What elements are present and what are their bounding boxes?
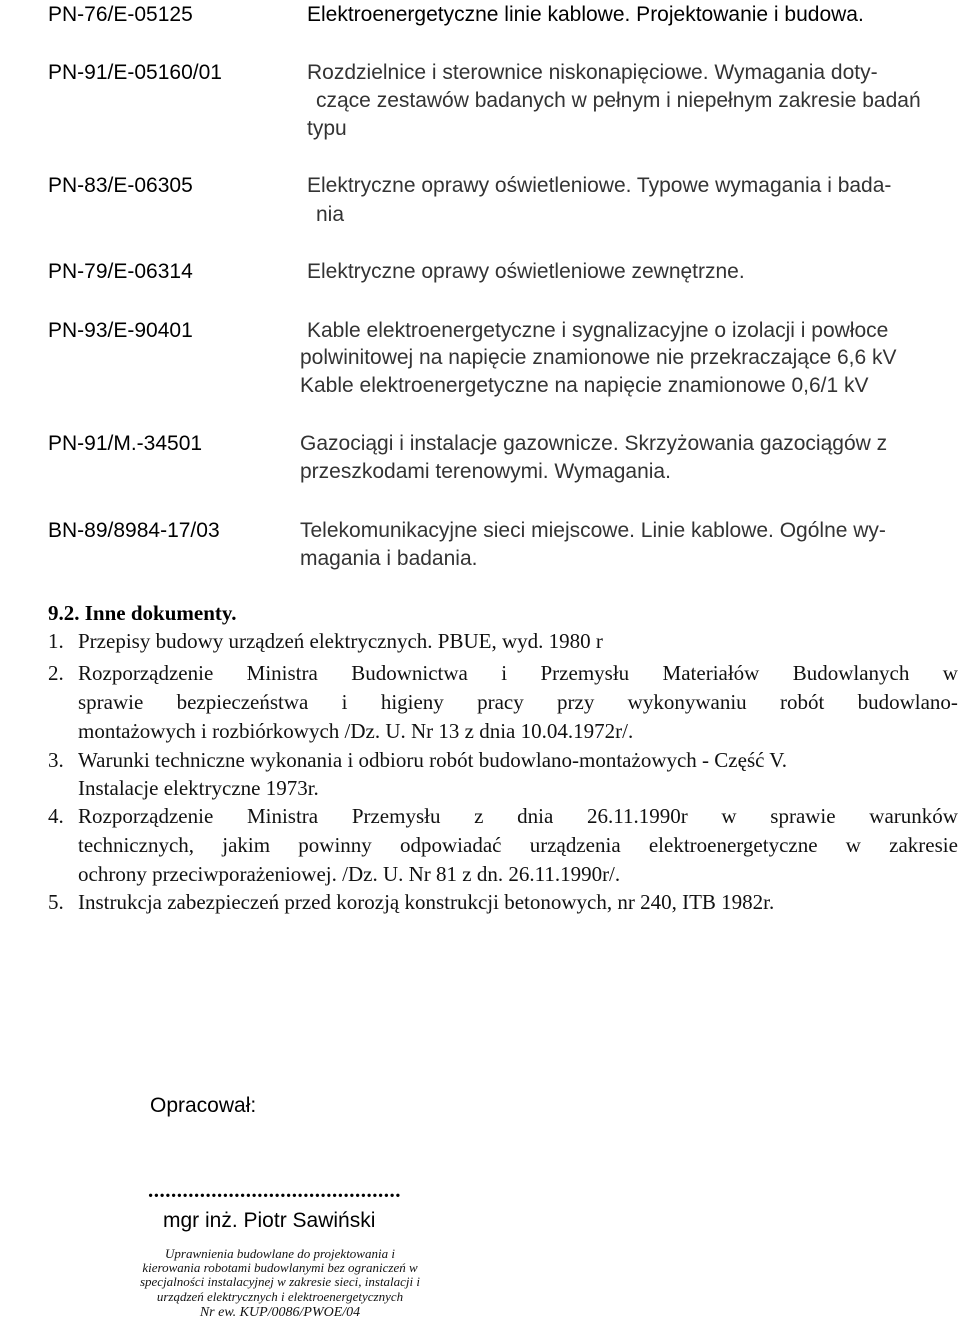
list-number: 1. bbox=[48, 629, 64, 653]
standard-description: polwinitowej na napięcie znamionowe nie przekraczające 6,6 kV bbox=[300, 346, 897, 369]
list-number: 2. bbox=[48, 661, 64, 685]
standard-code: PN-83/E-06305 bbox=[48, 174, 193, 197]
signature-line: ............................................ bbox=[148, 1178, 401, 1202]
standard-description: nia bbox=[316, 203, 345, 226]
standard-description: Telekomunikacyjne sieci miejscowe. Linie kablowe. Ogólne wy- bbox=[300, 519, 886, 542]
list-item-text: Instalacje elektryczne 1973r. bbox=[78, 776, 319, 800]
prepared-by-label: Opracował: bbox=[150, 1094, 257, 1117]
standard-description: Kable elektroenergetyczne na napięcie znamionowe 0,6/1 kV bbox=[300, 374, 869, 397]
standard-description: Kable elektroenergetyczne i sygnalizacyjne o izolacji i powłoce bbox=[307, 319, 889, 342]
qualification-note: specjalności instalacyjnej w zakresie sieci, instalacji i bbox=[139, 1274, 421, 1289]
standard-description: Elektroenergetyczne linie kablowe. Projektowanie i budowa. bbox=[307, 3, 864, 26]
signatory-name: mgr inż. Piotr Sawiński bbox=[163, 1209, 376, 1232]
list-number: 4. bbox=[48, 804, 64, 828]
list-item-text: sprawie bezpieczeństwa i higieny pracy przy wykonywaniu robót budowlano- bbox=[78, 690, 958, 714]
list-item-text: Rozporządzenie Ministra Przemysłu z dnia 26.11.1990r w sprawie warunków bbox=[78, 804, 958, 828]
standard-code: PN-91/M.-34501 bbox=[48, 432, 203, 455]
section-heading: 9.2. Inne dokumenty. bbox=[48, 601, 237, 625]
qualification-note: urządzeń elektrycznych i elektroenergetycznych bbox=[156, 1289, 404, 1304]
list-item-text: Przepisy budowy urządzeń elektrycznych. PBUE, wyd. 1980 r bbox=[78, 629, 603, 653]
list-item-text: technicznych, jakim powinny odpowiadać urządzenia elektroenergetyczne w zakresie bbox=[78, 833, 958, 857]
standard-description: Elektryczne oprawy oświetleniowe zewnętrzne. bbox=[307, 260, 745, 283]
standard-code: PN-91/E-05160/01 bbox=[48, 61, 222, 84]
list-number: 3. bbox=[48, 748, 64, 772]
standard-description: czące zestawów badanych w pełnym i niepełnym zakresie badań bbox=[316, 89, 921, 112]
list-item-text: Warunki techniczne wykonania i odbioru robót budowlano-montażowych - Część V. bbox=[78, 748, 788, 772]
list-item-text: ochrony przeciwporażeniowej. /Dz. U. Nr 81 z dn. 26.11.1990r/. bbox=[78, 862, 621, 886]
standard-code: PN-93/E-90401 bbox=[48, 319, 193, 342]
standard-code: BN-89/8984-17/03 bbox=[48, 519, 220, 542]
qualification-note: kierowania robotami budowlanymi bez ograniczeń w bbox=[142, 1260, 418, 1275]
qualification-note: Uprawnienia budowlane do projektowania i bbox=[165, 1246, 395, 1261]
standard-description: magania i badania. bbox=[300, 547, 478, 570]
standard-description: Elektryczne oprawy oświetleniowe. Typowe wymagania i bada- bbox=[307, 174, 892, 197]
standard-description: typu bbox=[307, 117, 347, 140]
list-item-text: Rozporządzenie Ministra Budownictwa i Przemysłu Materiałów Budowlanych w bbox=[78, 661, 958, 685]
standard-code: PN-76/E-05125 bbox=[48, 3, 193, 26]
list-item-text: montażowych i rozbiórkowych /Dz. U. Nr 13 z dnia 10.04.1972r/. bbox=[78, 719, 634, 743]
standard-description: Gazociągi i instalacje gazownicze. Skrzyżowania gazociągów z bbox=[300, 432, 888, 455]
registration-number: Nr ew. KUP/0086/PWOE/04 bbox=[199, 1305, 361, 1320]
standard-code: PN-79/E-06314 bbox=[48, 260, 193, 283]
standard-description: przeszkodami terenowymi. Wymagania. bbox=[300, 460, 671, 483]
list-item-text: Instrukcja zabezpieczeń przed korozją konstrukcji betonowych, nr 240, ITB 1982r. bbox=[78, 890, 775, 914]
list-number: 5. bbox=[48, 890, 64, 914]
standard-description: Rozdzielnice i sterownice niskonapięciowe. Wymagania doty- bbox=[307, 61, 878, 84]
